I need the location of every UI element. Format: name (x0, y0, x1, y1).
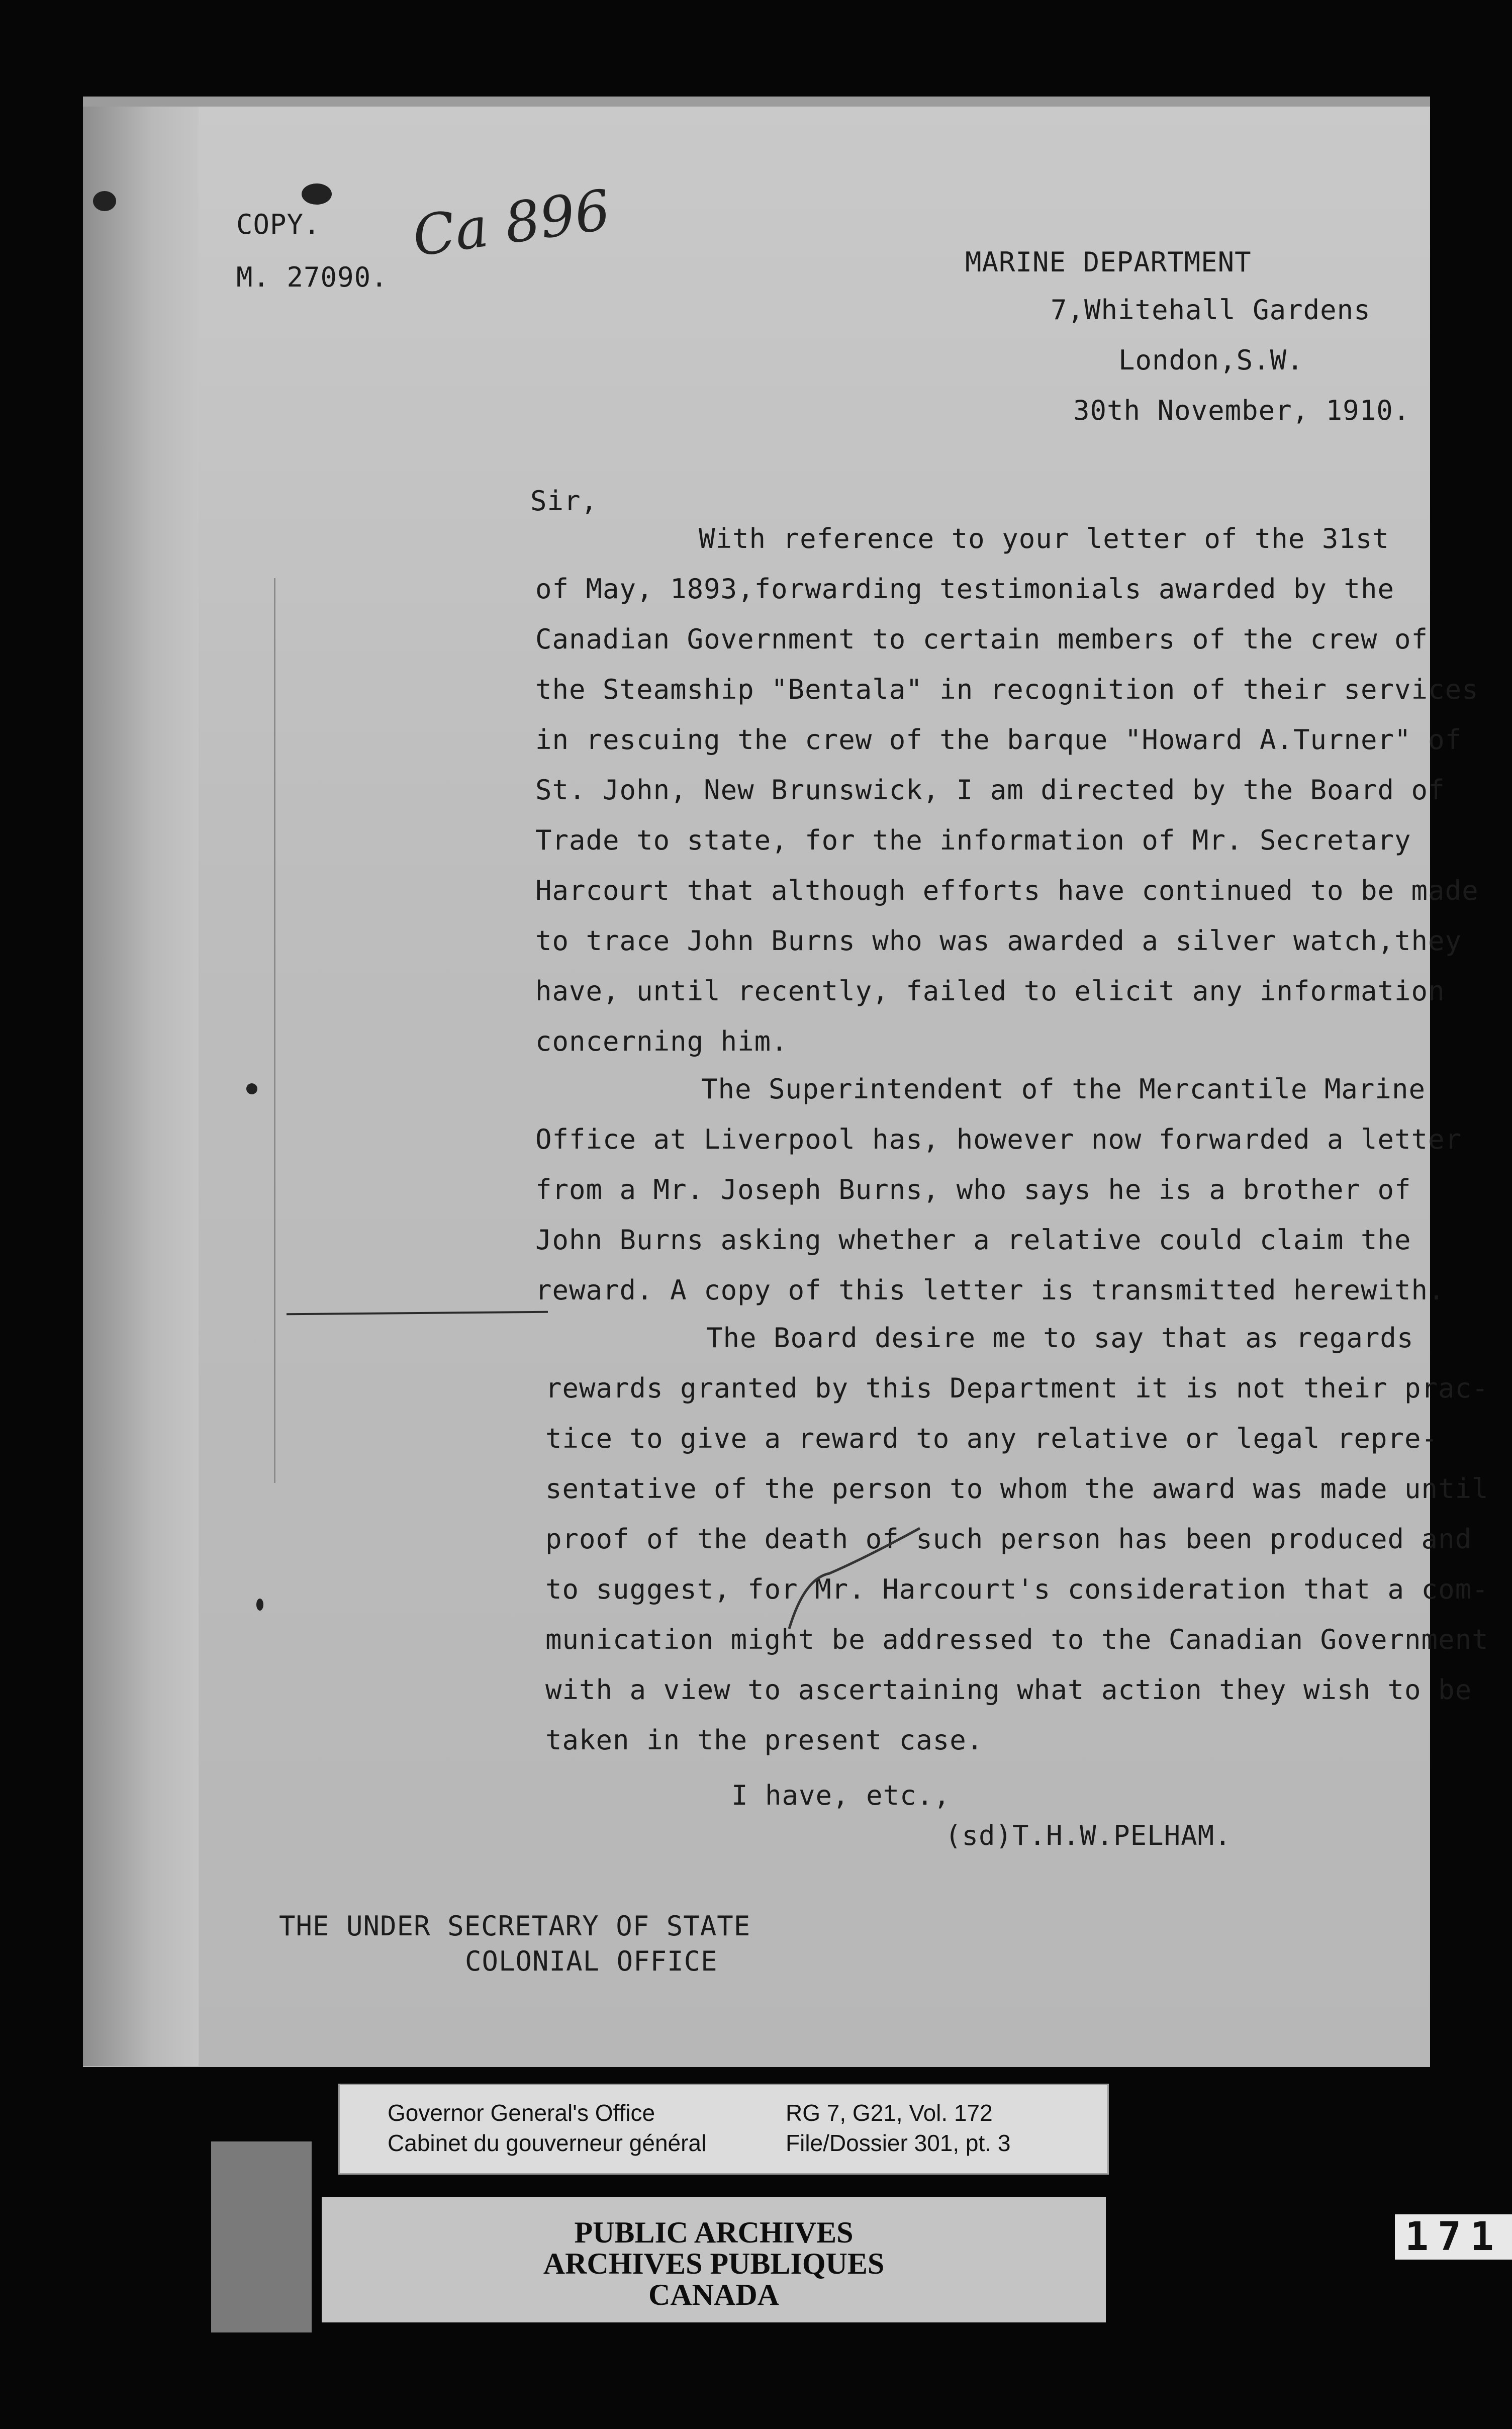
film-frame-number: 171 (1395, 2214, 1512, 2260)
letter-line: Trade to state, for the information of Mr. Secretary (535, 824, 1411, 856)
handwritten-note: Ca 896 (409, 177, 614, 269)
letter-line: sentative of the person to whom the award was made until (545, 1473, 1489, 1505)
margin-mark (246, 1083, 257, 1094)
page-left-margin-strip (83, 106, 199, 2066)
stamp-line-2: ARCHIVES PUBLIQUES (543, 2247, 885, 2280)
letter-line: With reference to your letter of the 31st (699, 523, 1389, 554)
letter-line: proof of the death of such person has been produced and (545, 1523, 1472, 1555)
margin-rule (274, 578, 275, 1483)
letter-line: John Burns asking whether a relative could claim the (535, 1224, 1411, 1256)
letter-line: with a view to ascertaining what action they wish to be (545, 1674, 1472, 1706)
letter-line: The Board desire me to say that as regards (706, 1322, 1414, 1354)
letter-line: Harcourt that although efforts have continued to be made (535, 875, 1479, 906)
margin-mark (256, 1599, 263, 1611)
letter-line: Canadian Government to certain members of the crew of (535, 623, 1429, 655)
letter-line: munication might be addressed to the Canadian Government (545, 1624, 1489, 1655)
archive-label (338, 2084, 1109, 2175)
addressee-line-2: COLONIAL OFFICE (465, 1945, 718, 1977)
archive-record-group: RG 7, G21, Vol. 172 (786, 2100, 993, 2126)
archive-stamp (322, 2197, 1106, 2322)
letter-line: have, until recently, failed to elicit any information (535, 975, 1445, 1007)
archive-file-number: File/Dossier 301, pt. 3 (786, 2130, 1011, 2156)
ink-blot (93, 191, 116, 211)
letter-line: of May, 1893,forwarding testimonials awarded by the (535, 573, 1395, 605)
letter-line: to suggest, for Mr. Harcourt's consideration that a com- (545, 1573, 1489, 1605)
addressee-line-1: THE UNDER SECRETARY OF STATE (279, 1910, 751, 1942)
letter-line: taken in the present case. (545, 1724, 984, 1756)
letter-date: 30th November, 1910. (1073, 395, 1410, 426)
letter-line: St. John, New Brunswick, I am directed by the Board of (535, 774, 1445, 806)
letter-line: in rescuing the crew of the barque "Howard A.Turner" of (535, 724, 1462, 756)
address-line-1: 7,Whitehall Gardens (1051, 294, 1371, 326)
letter-line: Office at Liverpool has, however now forwarded a letter (535, 1124, 1462, 1155)
reference-number: M. 27090. (236, 261, 388, 293)
letter-line: The Superintendent of the Mercantile Marine (701, 1073, 1426, 1105)
ink-blot (302, 183, 332, 205)
film-card-edge (211, 2141, 312, 2332)
address-line-2: London,S.W. (1118, 344, 1304, 376)
letter-line: concerning him. (535, 1025, 788, 1057)
salutation: Sir, (530, 485, 598, 517)
closing: I have, etc., (731, 1780, 951, 1811)
department-name: MARINE DEPARTMENT (965, 246, 1252, 278)
page-top-edge (83, 97, 1430, 107)
signature: (sd)T.H.W.PELHAM. (945, 1820, 1232, 1851)
letter-line: rewards granted by this Department it is not their prac- (545, 1372, 1489, 1404)
stamp-line-3: CANADA (648, 2278, 779, 2311)
letter-line: from a Mr. Joseph Burns, who says he is a brother of (535, 1174, 1411, 1205)
archive-office-en: Governor General's Office (388, 2100, 655, 2126)
letter-line: to trace John Burns who was awarded a silver watch,they (535, 925, 1462, 957)
archive-office-fr: Cabinet du gouverneur général (388, 2130, 707, 2156)
stamp-line-1: PUBLIC ARCHIVES (574, 2216, 854, 2249)
letter-line: reward. A copy of this letter is transmitted herewith. (535, 1274, 1445, 1306)
letter-line: tice to give a reward to any relative or legal repre- (545, 1423, 1439, 1454)
letter-line: the Steamship "Bentala" in recognition of their services (535, 674, 1479, 705)
copy-label: COPY. (236, 209, 321, 240)
pencil-check-mark (784, 1518, 925, 1634)
